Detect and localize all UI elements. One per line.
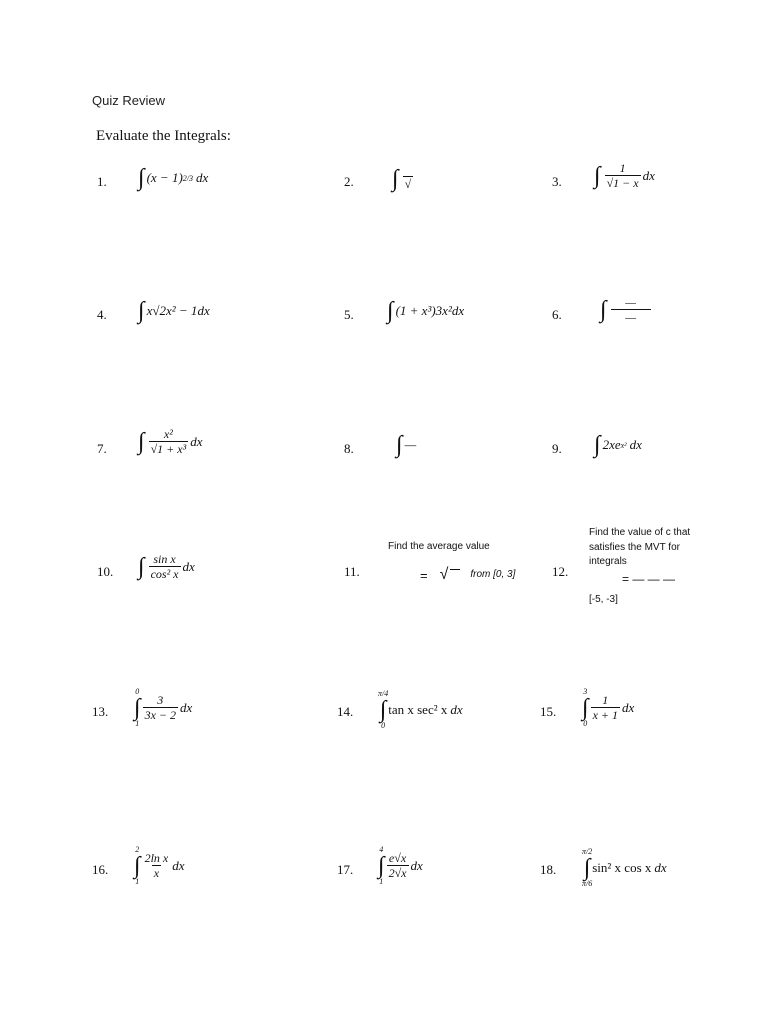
integral-6: ∫ $\frac{—}{—}$ — [600, 296, 653, 325]
problem-number: 16. — [92, 862, 109, 877]
mvt-instruction: Find the value of c that satisfies the MVT for integrals — [589, 527, 691, 567]
integral-3: ∫ $\frac{1}{√1 - x}$ dx — [594, 161, 655, 191]
problem-number: 2. — [344, 174, 354, 189]
integral-8: ∫ — — [396, 432, 417, 458]
problem-number: 17. — [337, 862, 354, 877]
problem-number: 8. — [344, 441, 354, 456]
mvt-expression: = — — — — [622, 572, 676, 586]
average-value-instruction: Find the average value — [388, 541, 490, 552]
problem-number: 14. — [337, 704, 354, 719]
integral-10: ∫ $\frac{\text{sin x}}{\text{cos² x}}$ dx — [138, 552, 195, 582]
integral-2: ∫ √ — [392, 165, 412, 192]
integral-16: 2 ∫ 1 $\frac{\text{2ln x}}{x}$ dx — [134, 845, 185, 886]
integral-1: ∫ (x − 1) 2/3 dx — [138, 165, 209, 191]
integral-17: 4 ∫ 1 $\frac{e√x}{2√x}$ dx — [378, 845, 423, 886]
problem-number: 3. — [552, 174, 562, 189]
problem-number: 4. — [97, 307, 107, 322]
problem-number: 11. — [344, 564, 360, 579]
problem-number: 9. — [552, 441, 562, 456]
problem-number: 13. — [92, 704, 109, 719]
problem-number: 6. — [552, 307, 562, 322]
integral-15: 3 ∫ 0 $\frac{1}{x + 1}$ dx — [582, 687, 635, 728]
integral-13: 0 ∫ 1 $\frac{3}{3x - 2}$ dx — [134, 687, 193, 728]
mvt-interval: [-5, -3] — [589, 594, 618, 605]
problem-number: 10. — [97, 564, 114, 579]
integral-9: ∫ 2xe x² dx — [594, 432, 642, 458]
problem-number: 7. — [97, 441, 107, 456]
section-heading: Evaluate the Integrals: — [96, 128, 231, 144]
problem-number: 12. — [552, 564, 569, 579]
integral-18: π/2 ∫ π/6 sin² x cos x dx — [582, 847, 667, 888]
problem-number: 5. — [344, 307, 354, 322]
problem-number: 15. — [540, 704, 557, 719]
integral-7: ∫ $\frac{\text{x²}}{\text{√1 + x³}}$ dx — [138, 427, 203, 457]
problem-number: 18. — [540, 862, 557, 877]
problem-number: 1. — [97, 174, 107, 189]
integral-14: π/4 ∫ 0 tan x sec² x dx — [378, 689, 463, 730]
average-value-expression: = √ from [0, 3] — [420, 566, 516, 583]
quiz-title: Quiz Review — [92, 93, 165, 108]
integral-5: ∫ (1 + x³)3x² dx — [387, 298, 465, 324]
integral-4: ∫ x√2x² − 1 dx — [138, 298, 210, 324]
